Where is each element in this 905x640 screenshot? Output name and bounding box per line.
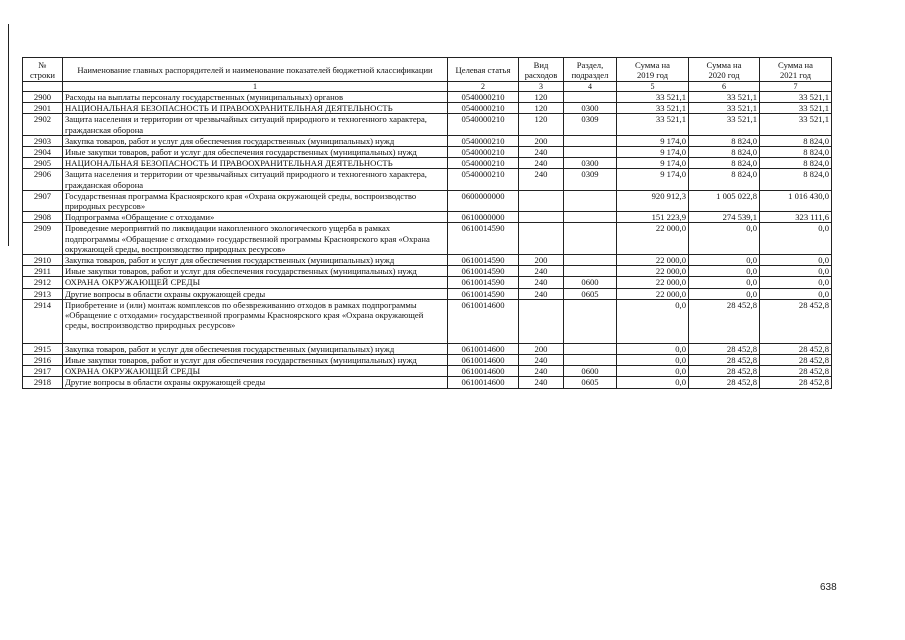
row-number: 2916 xyxy=(23,355,63,366)
row-number: 2918 xyxy=(23,377,63,388)
column-number: 6 xyxy=(689,82,760,92)
table-row xyxy=(23,223,832,255)
column-number: 2 xyxy=(448,82,519,92)
row-number: 2915 xyxy=(23,343,63,354)
row-razdel xyxy=(564,147,617,158)
row-name: Другие вопросы в области охраны окружающей среды xyxy=(63,377,448,388)
margin-line xyxy=(8,24,9,246)
row-vid: 240 xyxy=(519,147,564,158)
row-name: Закупка товаров, работ и услуг для обеспечения государственных (муниципальных) нужд xyxy=(63,255,448,266)
row-sum-2021: 28 452,8 xyxy=(760,377,832,388)
row-vid: 200 xyxy=(519,343,564,354)
row-razdel: 0605 xyxy=(564,377,617,388)
row-vid: 240 xyxy=(519,377,564,388)
row-sum-2019: 0,0 xyxy=(617,355,689,366)
row-vid xyxy=(519,190,564,211)
row-sum-2019: 22 000,0 xyxy=(617,266,689,277)
row-vid: 200 xyxy=(519,255,564,266)
table-row xyxy=(23,135,832,146)
row-number: 2912 xyxy=(23,277,63,288)
row-sum-2020: 33 521,1 xyxy=(689,114,760,135)
row-sum-2019: 22 000,0 xyxy=(617,223,689,255)
row-razdel xyxy=(564,223,617,255)
row-sum-2020: 0,0 xyxy=(689,288,760,299)
row-sum-2021: 0,0 xyxy=(760,255,832,266)
row-razdel: 0300 xyxy=(564,103,617,114)
row-target: 0610014600 xyxy=(448,343,519,354)
row-target: 0610014590 xyxy=(448,266,519,277)
row-razdel: 0309 xyxy=(564,114,617,135)
table-row xyxy=(23,355,832,366)
row-sum-2020: 33 521,1 xyxy=(689,92,760,103)
row-razdel: 0300 xyxy=(564,158,617,169)
row-sum-2019: 33 521,1 xyxy=(617,92,689,103)
row-sum-2020: 0,0 xyxy=(689,223,760,255)
row-sum-2021: 28 452,8 xyxy=(760,299,832,343)
row-vid xyxy=(519,212,564,223)
row-number: 2905 xyxy=(23,158,63,169)
row-sum-2021: 28 452,8 xyxy=(760,355,832,366)
row-target: 0610014600 xyxy=(448,377,519,388)
row-sum-2021: 8 824,0 xyxy=(760,135,832,146)
row-number: 2902 xyxy=(23,114,63,135)
column-number: 1 xyxy=(63,82,448,92)
row-sum-2019: 9 174,0 xyxy=(617,147,689,158)
row-name: Закупка товаров, работ и услуг для обеспечения государственных (муниципальных) нужд xyxy=(63,343,448,354)
row-sum-2020: 28 452,8 xyxy=(689,355,760,366)
row-razdel xyxy=(564,299,617,343)
row-vid: 120 xyxy=(519,103,564,114)
row-sum-2019: 151 223,9 xyxy=(617,212,689,223)
row-sum-2020: 28 452,8 xyxy=(689,366,760,377)
row-number: 2911 xyxy=(23,266,63,277)
row-number: 2909 xyxy=(23,223,63,255)
row-target: 0610014600 xyxy=(448,366,519,377)
row-sum-2020: 28 452,8 xyxy=(689,343,760,354)
table-row xyxy=(23,266,832,277)
row-sum-2019: 33 521,1 xyxy=(617,103,689,114)
row-sum-2019: 920 912,3 xyxy=(617,190,689,211)
row-sum-2021: 0,0 xyxy=(760,288,832,299)
row-target: 0610014590 xyxy=(448,223,519,255)
row-name: Проведение мероприятий по ликвидации накопленного экологического ущерба в рамках подпрограммы «Обращение с отходами» государственной программы Красноярского края «Охрана окружающей среды, воспроизводство природных ресурсов» xyxy=(63,223,448,255)
column-number: 7 xyxy=(760,82,832,92)
row-name: НАЦИОНАЛЬНАЯ БЕЗОПАСНОСТЬ И ПРАВООХРАНИТЕЛЬНАЯ ДЕЯТЕЛЬНОСТЬ xyxy=(63,103,448,114)
row-target: 0600000000 xyxy=(448,190,519,211)
row-sum-2020: 274 539,1 xyxy=(689,212,760,223)
row-vid: 240 xyxy=(519,288,564,299)
row-vid: 240 xyxy=(519,266,564,277)
header-target: Целевая статья xyxy=(448,58,519,82)
table-row xyxy=(23,299,832,343)
row-sum-2019: 9 174,0 xyxy=(617,169,689,190)
table-row xyxy=(23,277,832,288)
row-vid xyxy=(519,223,564,255)
row-name: Приобретение и (или) монтаж комплексов по обезвреживанию отходов в рамках подпрограммы «Обращение с отходами» государственной программы Красноярского края «Охрана окружающей среды, воспроизводство природных ресурсов» xyxy=(63,299,448,343)
row-sum-2021: 0,0 xyxy=(760,223,832,255)
row-vid: 120 xyxy=(519,114,564,135)
row-sum-2019: 33 521,1 xyxy=(617,114,689,135)
row-sum-2021: 33 521,1 xyxy=(760,92,832,103)
row-sum-2020: 1 005 022,8 xyxy=(689,190,760,211)
row-target: 0540000210 xyxy=(448,147,519,158)
row-vid: 240 xyxy=(519,158,564,169)
row-vid: 240 xyxy=(519,277,564,288)
table-row xyxy=(23,366,832,377)
row-sum-2019: 0,0 xyxy=(617,377,689,388)
row-name: Государственная программа Красноярского края «Охрана окружающей среды, воспроизводство природных ресурсов» xyxy=(63,190,448,211)
row-target: 0540000210 xyxy=(448,135,519,146)
table-row xyxy=(23,103,832,114)
row-vid: 240 xyxy=(519,169,564,190)
column-number: 5 xyxy=(617,82,689,92)
row-number: 2900 xyxy=(23,92,63,103)
row-sum-2019: 22 000,0 xyxy=(617,277,689,288)
row-sum-2021: 33 521,1 xyxy=(760,103,832,114)
row-sum-2019: 0,0 xyxy=(617,299,689,343)
row-target: 0540000210 xyxy=(448,92,519,103)
row-razdel: 0309 xyxy=(564,169,617,190)
table-header-row xyxy=(23,58,832,82)
row-sum-2020: 28 452,8 xyxy=(689,299,760,343)
row-name: Подпрограмма «Обращение с отходами» xyxy=(63,212,448,223)
row-name: ОХРАНА ОКРУЖАЮЩЕЙ СРЕДЫ xyxy=(63,366,448,377)
row-number: 2908 xyxy=(23,212,63,223)
header-sum-2019: Сумма на 2019 год xyxy=(617,58,689,82)
row-sum-2021: 323 111,6 xyxy=(760,212,832,223)
row-name: Закупка товаров, работ и услуг для обеспечения государственных (муниципальных) нужд xyxy=(63,135,448,146)
row-sum-2021: 8 824,0 xyxy=(760,158,832,169)
row-sum-2019: 0,0 xyxy=(617,343,689,354)
row-sum-2020: 8 824,0 xyxy=(689,158,760,169)
row-sum-2021: 0,0 xyxy=(760,266,832,277)
row-name: Защита населения и территории от чрезвычайных ситуаций природного и техногенного характера, гражданская оборона xyxy=(63,114,448,135)
row-razdel: 0600 xyxy=(564,277,617,288)
row-number: 2913 xyxy=(23,288,63,299)
row-name: Иные закупки товаров, работ и услуг для обеспечения государственных (муниципальных) нужд xyxy=(63,266,448,277)
row-sum-2019: 22 000,0 xyxy=(617,255,689,266)
column-numbers-row xyxy=(23,82,832,92)
header-name: Наименование главных распорядителей и наименование показателей бюджетной классификации xyxy=(63,58,448,82)
row-sum-2020: 33 521,1 xyxy=(689,103,760,114)
row-target: 0540000210 xyxy=(448,103,519,114)
row-number: 2907 xyxy=(23,190,63,211)
row-sum-2021: 28 452,8 xyxy=(760,343,832,354)
row-name: Иные закупки товаров, работ и услуг для обеспечения государственных (муниципальных) нужд xyxy=(63,147,448,158)
row-sum-2021: 28 452,8 xyxy=(760,366,832,377)
table-row xyxy=(23,158,832,169)
row-vid: 200 xyxy=(519,135,564,146)
row-name: Защита населения и территории от чрезвычайных ситуаций природного и техногенного характера, гражданская оборона xyxy=(63,169,448,190)
row-vid: 120 xyxy=(519,92,564,103)
row-name: НАЦИОНАЛЬНАЯ БЕЗОПАСНОСТЬ И ПРАВООХРАНИТЕЛЬНАЯ ДЕЯТЕЛЬНОСТЬ xyxy=(63,158,448,169)
row-target: 0540000210 xyxy=(448,158,519,169)
table-row xyxy=(23,169,832,190)
row-sum-2021: 33 521,1 xyxy=(760,114,832,135)
row-name: Иные закупки товаров, работ и услуг для обеспечения государственных (муниципальных) нужд xyxy=(63,355,448,366)
row-target: 0610014600 xyxy=(448,355,519,366)
row-sum-2020: 0,0 xyxy=(689,266,760,277)
table-row xyxy=(23,288,832,299)
table-row xyxy=(23,190,832,211)
row-target: 0610014590 xyxy=(448,255,519,266)
row-sum-2020: 0,0 xyxy=(689,255,760,266)
row-sum-2021: 8 824,0 xyxy=(760,169,832,190)
row-name: ОХРАНА ОКРУЖАЮЩЕЙ СРЕДЫ xyxy=(63,277,448,288)
row-target: 0610014590 xyxy=(448,277,519,288)
row-sum-2019: 0,0 xyxy=(617,366,689,377)
column-number xyxy=(23,82,63,92)
row-vid: 240 xyxy=(519,366,564,377)
header-sum-2020: Сумма на 2020 год xyxy=(689,58,760,82)
row-razdel xyxy=(564,355,617,366)
row-sum-2021: 1 016 430,0 xyxy=(760,190,832,211)
row-number: 2906 xyxy=(23,169,63,190)
row-razdel xyxy=(564,212,617,223)
row-sum-2020: 8 824,0 xyxy=(689,135,760,146)
header-vid: Вид расходов xyxy=(519,58,564,82)
table-row xyxy=(23,92,832,103)
row-name: Расходы на выплаты персоналу государственных (муниципальных) органов xyxy=(63,92,448,103)
column-number: 4 xyxy=(564,82,617,92)
row-target: 0610014590 xyxy=(448,288,519,299)
row-target: 0610014600 xyxy=(448,299,519,343)
row-razdel xyxy=(564,343,617,354)
table-row xyxy=(23,377,832,388)
row-razdel: 0600 xyxy=(564,366,617,377)
table-row xyxy=(23,147,832,158)
row-sum-2021: 8 824,0 xyxy=(760,147,832,158)
row-sum-2021: 0,0 xyxy=(760,277,832,288)
header-row-no: № строки xyxy=(23,58,63,82)
row-sum-2020: 28 452,8 xyxy=(689,377,760,388)
row-number: 2914 xyxy=(23,299,63,343)
row-sum-2020: 8 824,0 xyxy=(689,169,760,190)
budget-table xyxy=(22,57,832,389)
row-number: 2910 xyxy=(23,255,63,266)
row-razdel xyxy=(564,255,617,266)
row-sum-2019: 22 000,0 xyxy=(617,288,689,299)
row-vid: 240 xyxy=(519,355,564,366)
table-row xyxy=(23,343,832,354)
row-sum-2020: 8 824,0 xyxy=(689,147,760,158)
page-number: 638 xyxy=(820,582,837,593)
row-number: 2903 xyxy=(23,135,63,146)
row-target: 0610000000 xyxy=(448,212,519,223)
row-razdel xyxy=(564,135,617,146)
row-target: 0540000210 xyxy=(448,114,519,135)
row-razdel xyxy=(564,92,617,103)
table-row xyxy=(23,255,832,266)
row-razdel xyxy=(564,190,617,211)
row-sum-2020: 0,0 xyxy=(689,277,760,288)
row-number: 2904 xyxy=(23,147,63,158)
table-row xyxy=(23,114,832,135)
column-number: 3 xyxy=(519,82,564,92)
row-sum-2019: 9 174,0 xyxy=(617,158,689,169)
row-number: 2901 xyxy=(23,103,63,114)
header-sum-2021: Сумма на 2021 год xyxy=(760,58,832,82)
header-razdel: Раздел, подраздел xyxy=(564,58,617,82)
table-row xyxy=(23,212,832,223)
row-razdel: 0605 xyxy=(564,288,617,299)
row-target: 0540000210 xyxy=(448,169,519,190)
row-name: Другие вопросы в области охраны окружающей среды xyxy=(63,288,448,299)
row-razdel xyxy=(564,266,617,277)
row-number: 2917 xyxy=(23,366,63,377)
row-sum-2019: 9 174,0 xyxy=(617,135,689,146)
row-vid xyxy=(519,299,564,343)
